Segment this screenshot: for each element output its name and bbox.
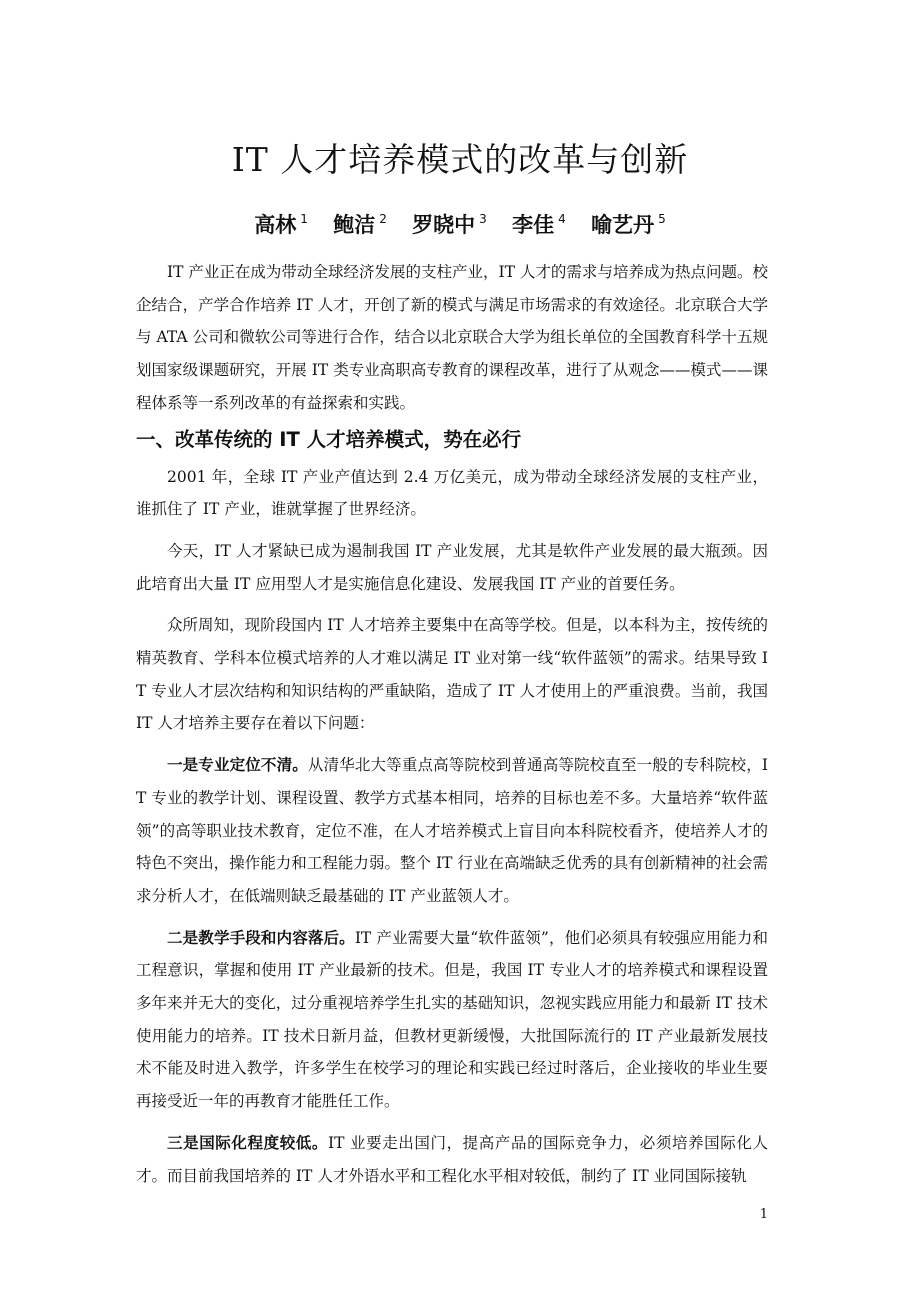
author-name: 李佳 xyxy=(512,213,555,237)
author xyxy=(412,202,487,242)
body-paragraph: 今天，IT 人才紧缺已成为遏制我国 IT 产业发展，尤其是软件产业发展的最大瓶颈。因此培育出大量 IT 应用型人才是实施信息化建设、发展我国 IT 产业的首要任务。 xyxy=(136,541,768,593)
abstract-paragraph: IT 产业正在成为带动全球经济发展的支柱产业，IT 人才的需求与培养成为热点问题。校企结合，产学合作培养 IT 人才，开创了新的模式与满足市场需求的有效途径。北京联合大学与 ATA 公司和微软公司等进行合作，结合以北京联合大学为组长单位的全国教育科学十五规划国家级课题研究，开展 IT 类专业高职高专教育的课程改革，进行了从观念——模式——课程体系等一系列改革的有益探索和实践。 xyxy=(136,263,768,412)
author-list xyxy=(0,202,920,242)
author xyxy=(333,202,387,242)
author xyxy=(591,202,666,242)
problem-lead: 二是教学手段和内容落后。 xyxy=(167,928,355,947)
author-name: 高林 xyxy=(254,213,297,237)
problem-lead: 一是专业定位不清。 xyxy=(167,756,308,775)
problem-lead: 三是国际化程度较低。 xyxy=(167,1133,328,1152)
problem-text: IT 业要走出国门，提高产品的国际竞争力，必须培养国际化人才。而目前我国培养的 IT 人才外语水平和工程化水平相对较低，制约了 IT 业同国际接轨 xyxy=(136,1133,768,1185)
article-body xyxy=(136,256,768,1192)
author xyxy=(512,202,566,242)
author xyxy=(254,202,308,242)
problem-paragraph xyxy=(136,749,768,913)
affiliation-mark: 4 xyxy=(558,212,566,226)
author-name: 喻艺丹 xyxy=(591,213,655,237)
affiliation-mark: 3 xyxy=(479,212,487,226)
author-name: 鲍洁 xyxy=(333,213,376,237)
problem-paragraph xyxy=(136,1127,768,1192)
affiliation-mark: 2 xyxy=(379,212,387,226)
problem-text: 从清华北大等重点高等院校到普通高等院校直至一般的专科院校，IT 专业的教学计划、课程设置、教学方式基本相同，培养的目标也差不多。大量培养“软件蓝领”的高等职业技术教育，定位不准，在人才培养模式上盲目向本科院校看齐，使培养人才的特色不突出，操作能力和工程能力弱。整个 IT 行业在高端缺乏优秀的具有创新精神的社会需求分析人才，在低端则缺乏最基础的 IT 产业蓝领人才。 xyxy=(136,756,768,905)
body-paragraph: 众所周知，现阶段国内 IT 人才培养主要集中在高等学校。但是，以本科为主，按传统的精英教育、学科本位模式培养的人才难以满足 IT 业对第一线“软件蓝领”的需求。结果导致 IT 专业人才层次结构和知识结构的严重缺陷，造成了 IT 人才使用上的严重浪费。当前，我国 IT 人才培养主要存在着以下问题： xyxy=(136,616,768,733)
paper-title: IT 人才培养模式的改革与创新 xyxy=(231,140,689,179)
affiliation-mark: 1 xyxy=(300,212,308,226)
problem-text: IT 产业需要大量“软件蓝领”，他们必须具有较强应用能力和工程意识，掌握和使用 IT 产业最新的技术。但是，我国 IT 专业人才的培养模式和课程设置多年来并无大的变化，过分重视培养学生扎实的基础知识，忽视实践应用能力和最新 IT 技术使用能力的培养。IT 技术日新月益，但教材更新缓慢，大批国际流行的 IT 产业最新发展技术不能及时进入教学，许多学生在校学习的理论和实践已经过时落后，企业接收的毕业生要再接受近一年的再教育才能胜任工作。 xyxy=(136,928,768,1111)
problem-paragraph xyxy=(136,922,768,1118)
affiliation-mark: 5 xyxy=(658,212,666,226)
author-name: 罗晓中 xyxy=(412,213,476,237)
section-heading: 一、改革传统的 IT 人才培养模式，势在必行 xyxy=(136,427,522,451)
body-paragraph: 2001 年，全球 IT 产业产值达到 2.4 万亿美元，成为带动全球经济发展的支柱产业，谁抓住了 IT 产业，谁就掌握了世界经济。 xyxy=(136,467,768,519)
page-number: 1 xyxy=(759,1207,768,1222)
